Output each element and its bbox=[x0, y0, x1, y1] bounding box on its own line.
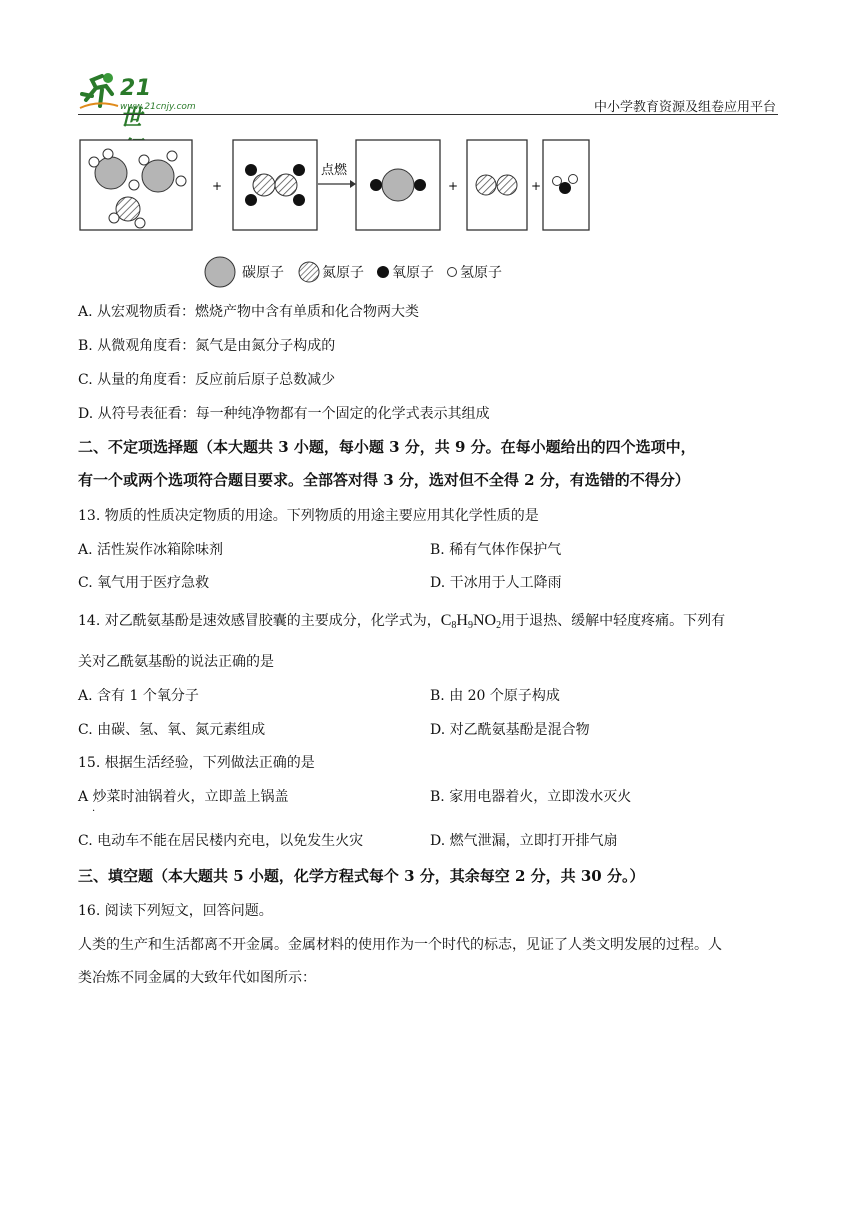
q14-option-b: B. 由 20 个原子构成 bbox=[430, 688, 560, 704]
platform-name: 中小学教育资源及组卷应用平台 bbox=[593, 100, 776, 115]
section2-heading-line2: 有一个或两个选项符合题目要求。全部答对得 3 分，选对但不全得 2 分，有选错的不得分） bbox=[78, 471, 690, 489]
legend-carbon-label: 碳原子 bbox=[242, 265, 284, 281]
q14-stem-line1 bbox=[78, 610, 725, 631]
q13-option-d: D. 干冰用于人工降雨 bbox=[430, 575, 562, 591]
q14-option-d: D. 对乙酰氨基酚是混合物 bbox=[430, 722, 590, 738]
product-box-1 bbox=[356, 140, 440, 230]
product-box-2 bbox=[467, 140, 527, 230]
q13-option-a: A. 活性炭作冰箱除味剂 bbox=[78, 542, 224, 558]
section3-heading: 三、填空题（本大题共 5 小题，化学方程式每个 3 分，其余每空 2 分，共 30 分。） bbox=[78, 867, 645, 885]
reactant-box-2 bbox=[233, 140, 317, 230]
q12-option-a: A. 从宏观物质看：燃烧产物中含有单质和化合物两大类 bbox=[78, 304, 420, 320]
q16-paragraph-line1: 人类的生产和生活都离不开金属。金属材料的使用作为一个时代的标志，见证了人类文明发展的过程。人 bbox=[78, 937, 722, 953]
dot-mark-icon: · bbox=[92, 806, 96, 817]
hydrogen-atom-icon bbox=[446, 266, 458, 278]
product-box-3 bbox=[543, 140, 589, 230]
reactant-box-1 bbox=[80, 140, 192, 230]
atom-legend bbox=[204, 256, 502, 288]
q14-option-a: A. 含有 1 个氧分子 bbox=[78, 688, 199, 704]
q14-stem-post: 用于退热、缓解中轻度疼痛。下列有 bbox=[501, 613, 726, 629]
q13-stem: 13. 物质的性质决定物质的用途。下列物质的用途主要应用其化学性质的是 bbox=[78, 508, 539, 524]
q16-paragraph-line2: 类冶炼不同金属的大致年代如图所示： bbox=[78, 970, 316, 986]
q13-option-c: C. 氧气用于医疗急救 bbox=[78, 575, 210, 591]
arrow-head-icon bbox=[350, 180, 356, 188]
arrow-label: 点燃 bbox=[321, 163, 348, 178]
legend-hydrogen-label: 氢原子 bbox=[460, 265, 502, 281]
legend-oxygen-label: 氧原子 bbox=[392, 265, 434, 281]
logo-url: www.21cnjy.com bbox=[120, 102, 196, 112]
q14-stem-line2: 关对乙酰氨基酚的说法正确的是 bbox=[78, 654, 274, 670]
q14-formula: $C_8H_9NO_2$ bbox=[440, 612, 502, 631]
runner-logo-icon bbox=[78, 70, 120, 112]
q14-stem-pre: 14. 对乙酰氨基酚是速效感冒胶囊的主要成分，化学式为， bbox=[78, 613, 441, 629]
q12-option-d: D. 从符号表征看：每一种纯净物都有一个固定的化学式表示其组成 bbox=[78, 406, 490, 422]
plus-sign-2: + bbox=[448, 179, 459, 193]
logo-text: 21世 bbox=[120, 76, 152, 131]
q12-option-b: B. 从微观角度看：氮气是由氮分子构成的 bbox=[78, 338, 336, 354]
site-logo bbox=[78, 70, 196, 131]
q15-stem: 15. 根据生活经验，下列做法正确的是 bbox=[78, 755, 315, 771]
q16-stem: 16. 阅读下列短文，回答问题。 bbox=[78, 903, 273, 919]
plus-sign-3: + bbox=[531, 179, 542, 193]
q15-option-b: B. 家用电器着火，立即泼水灭火 bbox=[430, 789, 632, 805]
q15-option-c: C. 电动车不能在居民楼内充电，以免发生火灾 bbox=[78, 833, 364, 849]
carbon-atom-icon bbox=[204, 256, 236, 288]
reaction-diagram bbox=[78, 138, 598, 233]
header-divider bbox=[78, 114, 778, 115]
q13-option-b: B. 稀有气体作保护气 bbox=[430, 542, 562, 558]
q14-option-c: C. 由碳、氢、氧、氮元素组成 bbox=[78, 722, 266, 738]
q12-option-c: C. 从量的角度看：反应前后原子总数减少 bbox=[78, 372, 336, 388]
plus-sign-1: + bbox=[212, 179, 223, 193]
legend-nitrogen-label: 氮原子 bbox=[322, 265, 364, 281]
q15-option-a: A 炒菜时油锅着火，立即盖上锅盖 bbox=[78, 789, 289, 805]
oxygen-atom-icon bbox=[376, 265, 390, 279]
nitrogen-atom-icon bbox=[298, 261, 320, 283]
q15-option-d: D. 燃气泄漏，立即打开排气扇 bbox=[430, 833, 618, 849]
section2-heading-line1: 二、不定项选择题（本大题共 3 小题，每小题 3 分，共 9 分。在每小题给出的四个选项中， bbox=[78, 438, 696, 456]
